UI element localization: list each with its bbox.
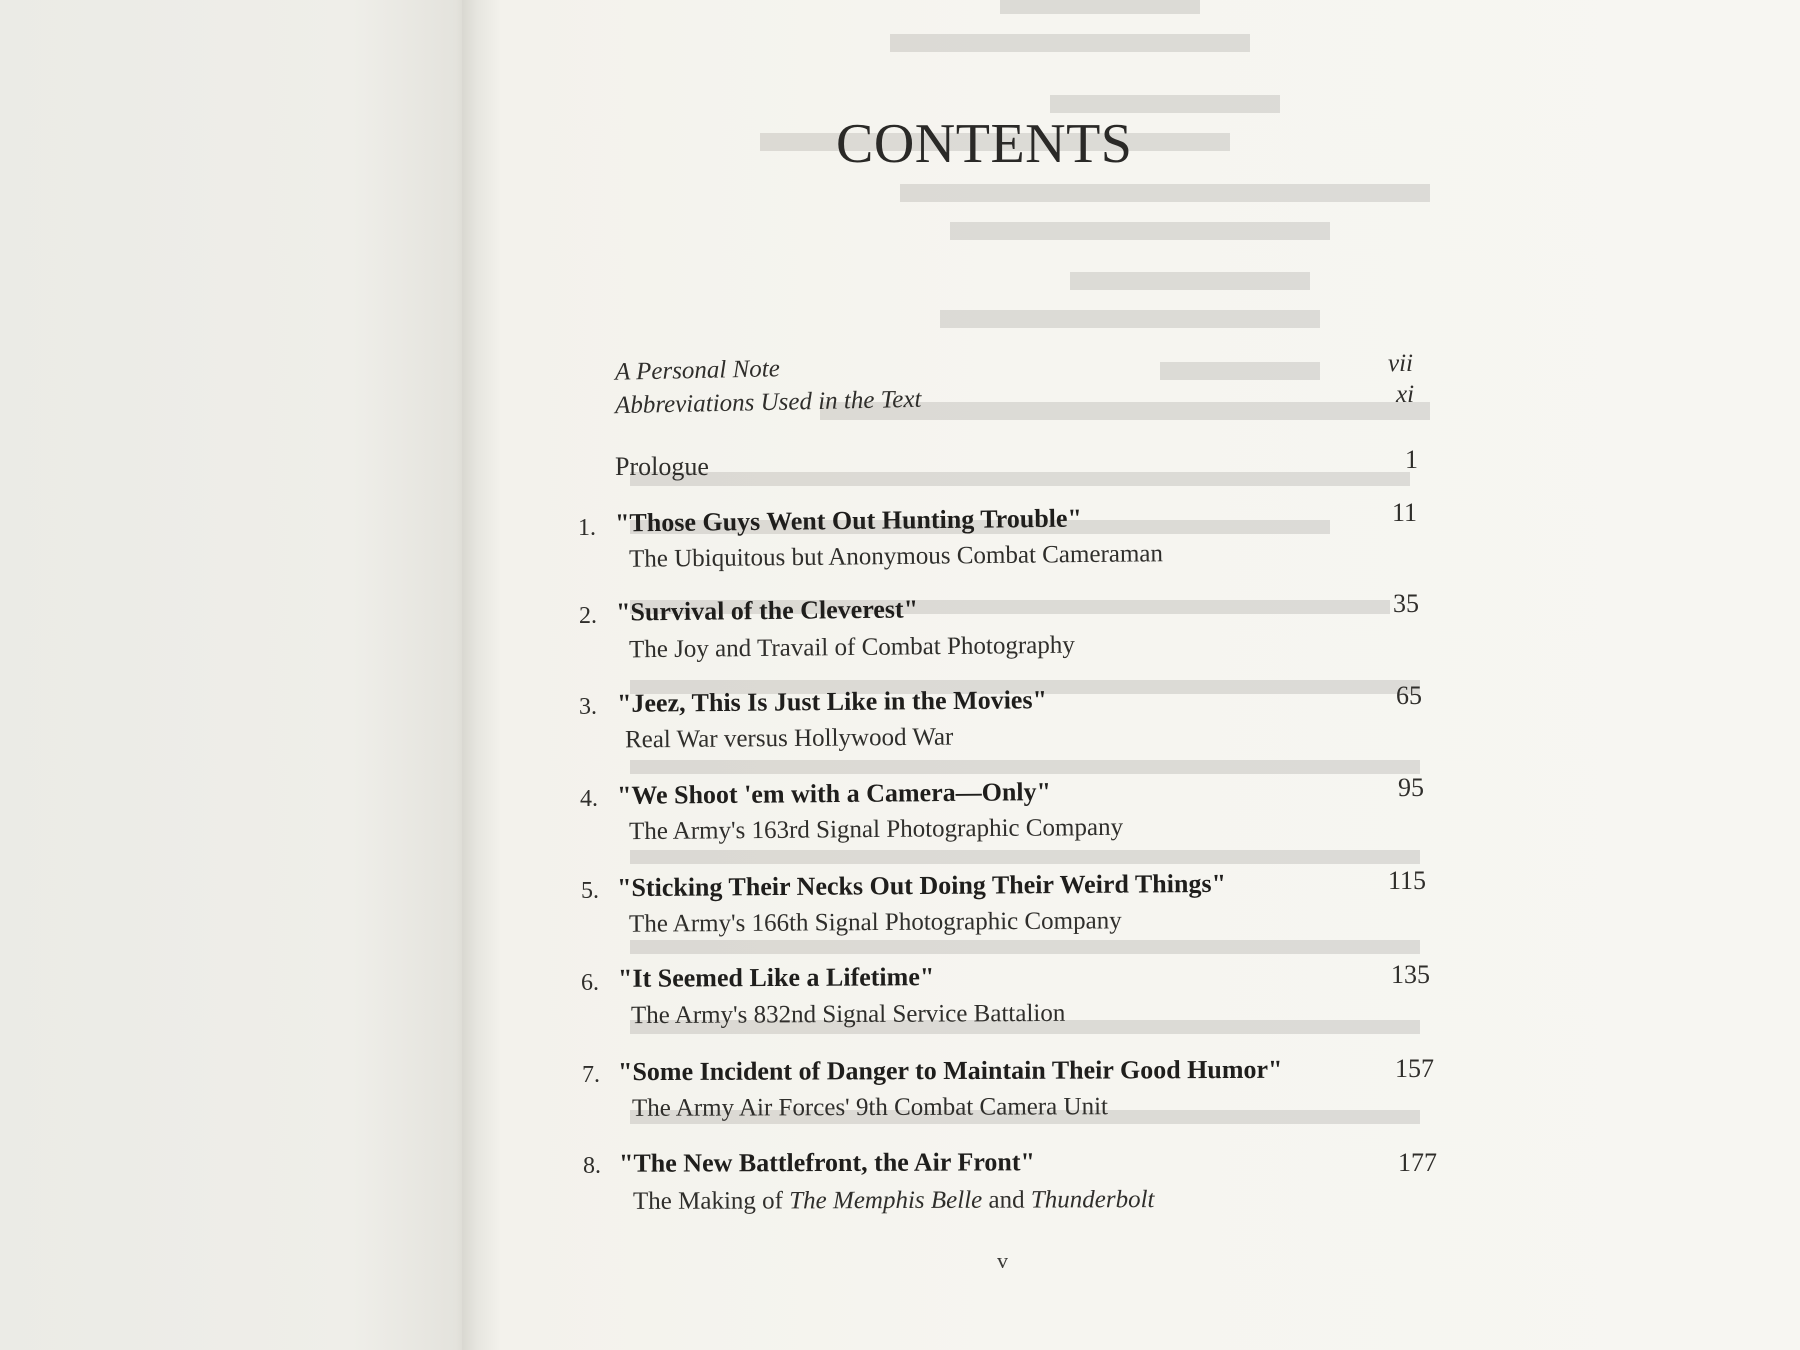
subtitle-part: The Making of <box>632 1187 790 1215</box>
chapter-title: "Survival of the Cleverest" <box>615 594 919 627</box>
chapter-title: "Some Incident of Danger to Maintain Their Good Humor" <box>617 1054 1283 1087</box>
chapter-title: "It Seemed Like a Lifetime" <box>617 962 935 993</box>
chapter-page: 35 <box>1393 589 1419 618</box>
chapter-subtitle: The Army's 163rd Signal Photographic Company <box>628 813 1124 846</box>
chapter-number: 4. <box>580 786 598 812</box>
chapter-subtitle: Real War versus Hollywood War <box>624 723 954 754</box>
chapter-number: 1. <box>578 515 596 541</box>
chapter-subtitle <box>633 1186 1155 1216</box>
left-page <box>0 0 470 1350</box>
front-matter-page: xi <box>1396 381 1415 408</box>
film-title: Thunderbolt <box>1030 1186 1155 1214</box>
chapter-page: 11 <box>1392 498 1418 527</box>
chapter-page: 135 <box>1391 960 1430 989</box>
book-gutter <box>462 0 502 1350</box>
chapter-number: 5. <box>581 878 599 904</box>
chapter-subtitle: The Army Air Forces' 9th Combat Camera Unit <box>631 1093 1108 1122</box>
front-matter-label: A Personal Note <box>614 355 781 386</box>
chapter-number: 2. <box>579 603 597 629</box>
chapter-number: 7. <box>582 1062 600 1088</box>
chapter-subtitle: The Ubiquitous but Anonymous Combat Cameraman <box>628 540 1164 573</box>
subtitle-part: and <box>982 1186 1031 1214</box>
prologue-page: 1 <box>1405 445 1418 474</box>
chapter-number: 3. <box>579 694 597 720</box>
prologue-label: Prologue <box>615 452 709 481</box>
page-folio: v <box>997 1248 1008 1273</box>
chapter-number: 6. <box>581 970 599 996</box>
film-title: The Memphis Belle <box>789 1186 983 1215</box>
chapter-page: 95 <box>1398 773 1424 802</box>
chapter-title: "We Shoot 'em with a Camera—Only" <box>616 777 1052 810</box>
chapter-page: 157 <box>1395 1054 1434 1083</box>
front-matter-page: vii <box>1388 350 1413 377</box>
chapter-page: 115 <box>1388 866 1427 895</box>
page-title: CONTENTS <box>836 113 1133 175</box>
chapter-page: 65 <box>1396 681 1422 710</box>
chapter-subtitle: The Army's 832nd Signal Service Battalion <box>630 999 1066 1030</box>
chapter-subtitle: The Army's 166th Signal Photographic Company <box>628 907 1122 938</box>
chapter-page: 177 <box>1398 1148 1437 1177</box>
chapter-title: "The New Battlefront, the Air Front" <box>618 1147 1035 1178</box>
chapter-title: "Those Guys Went Out Hunting Trouble" <box>614 503 1083 538</box>
chapter-title: "Jeez, This Is Just Like in the Movies" <box>616 685 1048 718</box>
chapter-subtitle: The Joy and Travail of Combat Photography <box>628 631 1075 664</box>
chapter-title: "Sticking Their Necks Out Doing Their Weird Things" <box>616 868 1227 903</box>
front-matter-label: Abbreviations Used in the Text <box>614 385 922 420</box>
chapter-number: 8. <box>583 1153 601 1179</box>
